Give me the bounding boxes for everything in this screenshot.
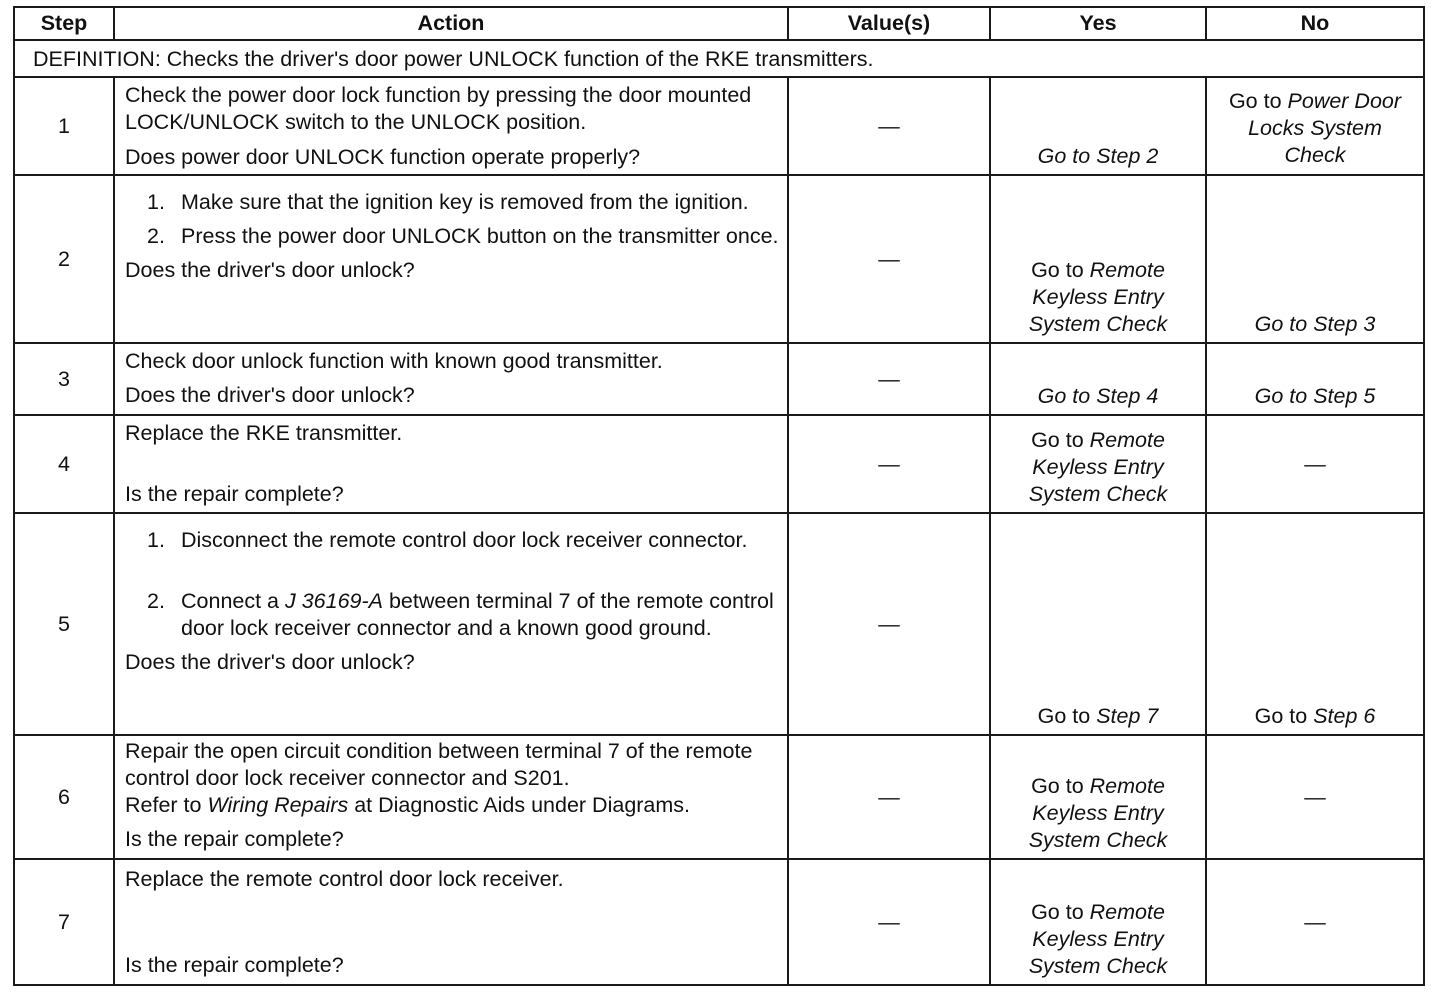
action-question: Is the repair complete? (125, 827, 344, 851)
no-dash: — (1304, 784, 1326, 809)
yes-goto-prefix: Go to (1031, 900, 1090, 924)
list-number: 2. (147, 224, 165, 248)
table-row (14, 77, 1424, 175)
action-cell (114, 175, 788, 343)
action-question: Does the driver's door unlock? (125, 650, 415, 674)
no-goto-link: Step 6 (1313, 704, 1376, 728)
yes-goto: Go to Step 4 (1037, 384, 1159, 408)
no-goto-prefix: Go to (1254, 704, 1314, 728)
step-number: 2 (14, 175, 114, 343)
step-number: 6 (14, 735, 114, 859)
value-dash: — (878, 451, 900, 476)
list-item (125, 588, 779, 642)
yes-goto-prefix: Go to (1031, 258, 1090, 282)
diagnostic-table (13, 6, 1425, 986)
table-row (14, 175, 1424, 343)
list-text-suffix: between terminal 7 of the remote control door lock receiver connector and a known good ground. (181, 589, 774, 640)
yes-goto-link: Remote Keyless Entry System Check (1028, 428, 1168, 506)
action-text: Check door unlock function with known good transmitter. (125, 349, 663, 373)
list-text: Disconnect the remote control door lock receiver connector. (181, 528, 748, 552)
list-number: 1. (147, 528, 165, 552)
action-list (125, 189, 779, 250)
yes-cell (990, 513, 1206, 735)
step-number: 1 (14, 77, 114, 175)
no-dash: — (1304, 451, 1326, 476)
action-text: Replace the RKE transmitter. (125, 421, 403, 445)
yes-goto-link: Remote Keyless Entry System Check (1028, 258, 1168, 336)
action-question: Does the driver's door unlock? (125, 258, 415, 282)
action-cell (114, 343, 788, 415)
action-text: Replace the remote control door lock receiver. (125, 867, 564, 891)
table-row (14, 735, 1424, 859)
list-text: Press the power door UNLOCK button on the transmitter once. (181, 224, 779, 248)
no-goto: Go to Step 3 (1254, 312, 1376, 336)
list-number: 2. (147, 589, 165, 613)
list-text-prefix: Connect a (181, 589, 285, 613)
action-question: Is the repair complete? (125, 953, 344, 977)
value-cell (788, 343, 990, 415)
table-row (14, 513, 1424, 735)
action-cell (114, 735, 788, 859)
no-goto-prefix: Go to (1228, 89, 1288, 113)
action-cell (114, 513, 788, 735)
action-cell (114, 77, 788, 175)
list-item (125, 223, 779, 250)
value-dash: — (878, 909, 900, 934)
value-cell (788, 735, 990, 859)
no-goto: Go to Step 5 (1254, 384, 1376, 408)
header-action: Action (114, 7, 788, 40)
yes-cell (990, 415, 1206, 513)
action-cell (114, 415, 788, 513)
no-cell (1206, 859, 1424, 985)
action-question: Does power door UNLOCK function operate properly? (125, 145, 641, 169)
no-dash: — (1304, 909, 1326, 934)
refer-link: Wiring Repairs (207, 793, 349, 817)
value-cell (788, 859, 990, 985)
value-dash: — (878, 113, 900, 138)
value-cell (788, 175, 990, 343)
no-cell (1206, 415, 1424, 513)
yes-cell (990, 175, 1206, 343)
value-cell (788, 77, 990, 175)
no-cell (1206, 343, 1424, 415)
yes-goto-link: Remote Keyless Entry System Check (1028, 774, 1168, 852)
action-text: Check the power door lock function by pressing the door mounted LOCK/UNLOCK switch to the UNLOCK position. (125, 83, 752, 134)
yes-cell (990, 859, 1206, 985)
yes-goto-prefix: Go to (1037, 704, 1097, 728)
value-dash: — (878, 246, 900, 271)
yes-goto-prefix: Go to (1031, 774, 1090, 798)
table-row (14, 415, 1424, 513)
action-question: Is the repair complete? (125, 482, 344, 506)
no-cell (1206, 513, 1424, 735)
no-cell (1206, 735, 1424, 859)
list-item (125, 189, 779, 216)
list-text: Make sure that the ignition key is removed from the ignition. (181, 190, 749, 214)
definition-text: DEFINITION: Checks the driver's door power UNLOCK function of the RKE transmitters. (14, 40, 1424, 77)
table-row (14, 859, 1424, 985)
value-dash: — (878, 784, 900, 809)
step-number: 7 (14, 859, 114, 985)
refer-suffix: at Diagnostic Aids under Diagrams. (348, 793, 691, 817)
header-row (14, 7, 1424, 40)
action-cell (114, 859, 788, 985)
header-step: Step (14, 7, 114, 40)
step-number: 5 (14, 513, 114, 735)
action-refer (125, 792, 779, 819)
yes-goto: Go to Step 2 (1037, 144, 1159, 168)
list-item (125, 527, 779, 554)
value-dash: — (878, 366, 900, 391)
step-number: 3 (14, 343, 114, 415)
yes-cell (990, 343, 1206, 415)
yes-goto-link: Remote Keyless Entry System Check (1028, 900, 1168, 978)
list-number: 1. (147, 190, 165, 214)
table-row (14, 343, 1424, 415)
header-no: No (1206, 7, 1424, 40)
value-dash: — (878, 611, 900, 636)
action-list (125, 527, 779, 642)
value-cell (788, 415, 990, 513)
no-goto-link: Power Door Locks System Check (1248, 89, 1402, 167)
yes-goto-link: Step 7 (1096, 704, 1159, 728)
no-cell (1206, 175, 1424, 343)
yes-goto-prefix: Go to (1031, 428, 1090, 452)
value-cell (788, 513, 990, 735)
yes-cell (990, 735, 1206, 859)
action-text: Repair the open circuit condition between terminal 7 of the remote control door lock receiver connector and S201. (125, 739, 753, 790)
tool-reference: J 36169-A (284, 589, 383, 613)
header-yes: Yes (990, 7, 1206, 40)
header-values: Value(s) (788, 7, 990, 40)
step-number: 4 (14, 415, 114, 513)
no-cell (1206, 77, 1424, 175)
yes-cell (990, 77, 1206, 175)
definition-row (14, 40, 1424, 77)
action-question: Does the driver's door unlock? (125, 383, 415, 407)
refer-prefix: Refer to (125, 793, 208, 817)
